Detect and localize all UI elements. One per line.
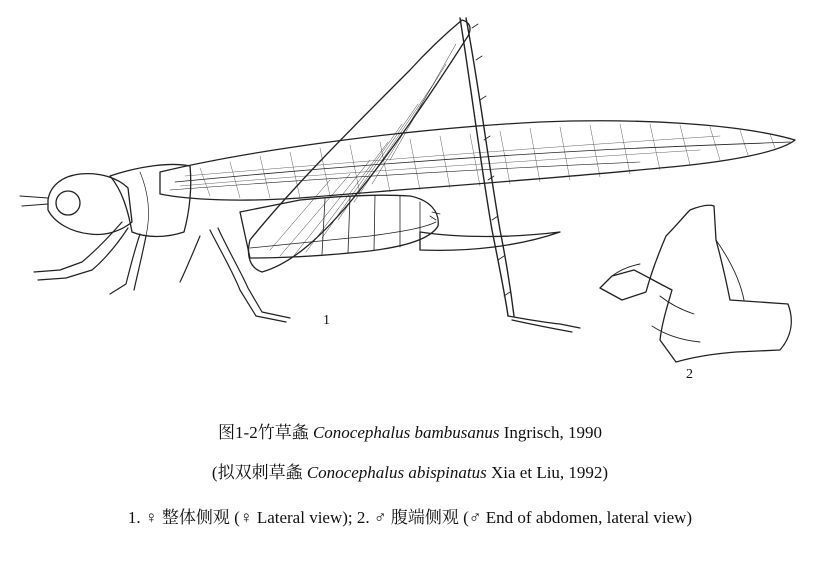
caption-line-2 xyxy=(0,458,820,483)
figure-label-1: 1 xyxy=(323,313,330,328)
synonym-author: Xia et Liu, 1992) xyxy=(486,463,609,482)
synonym-species-name: Conocephalus abispinatus xyxy=(306,463,487,482)
caption-prefix: 图1-2竹草螽 xyxy=(218,423,313,442)
figure-label-2: 2 xyxy=(686,367,693,382)
species-author: Ingrisch, 1990 xyxy=(499,423,602,442)
caption-line-3: 1. ♀ 整体侧观 (♀ Lateral view); 2. ♂ 腹端侧观 (♂ End of abdomen, lateral view) xyxy=(127,508,693,527)
synonym-open: (拟双刺草螽 xyxy=(211,463,307,482)
species-name: Conocephalus bambusanus xyxy=(312,423,500,442)
caption-line-1 xyxy=(0,418,820,443)
